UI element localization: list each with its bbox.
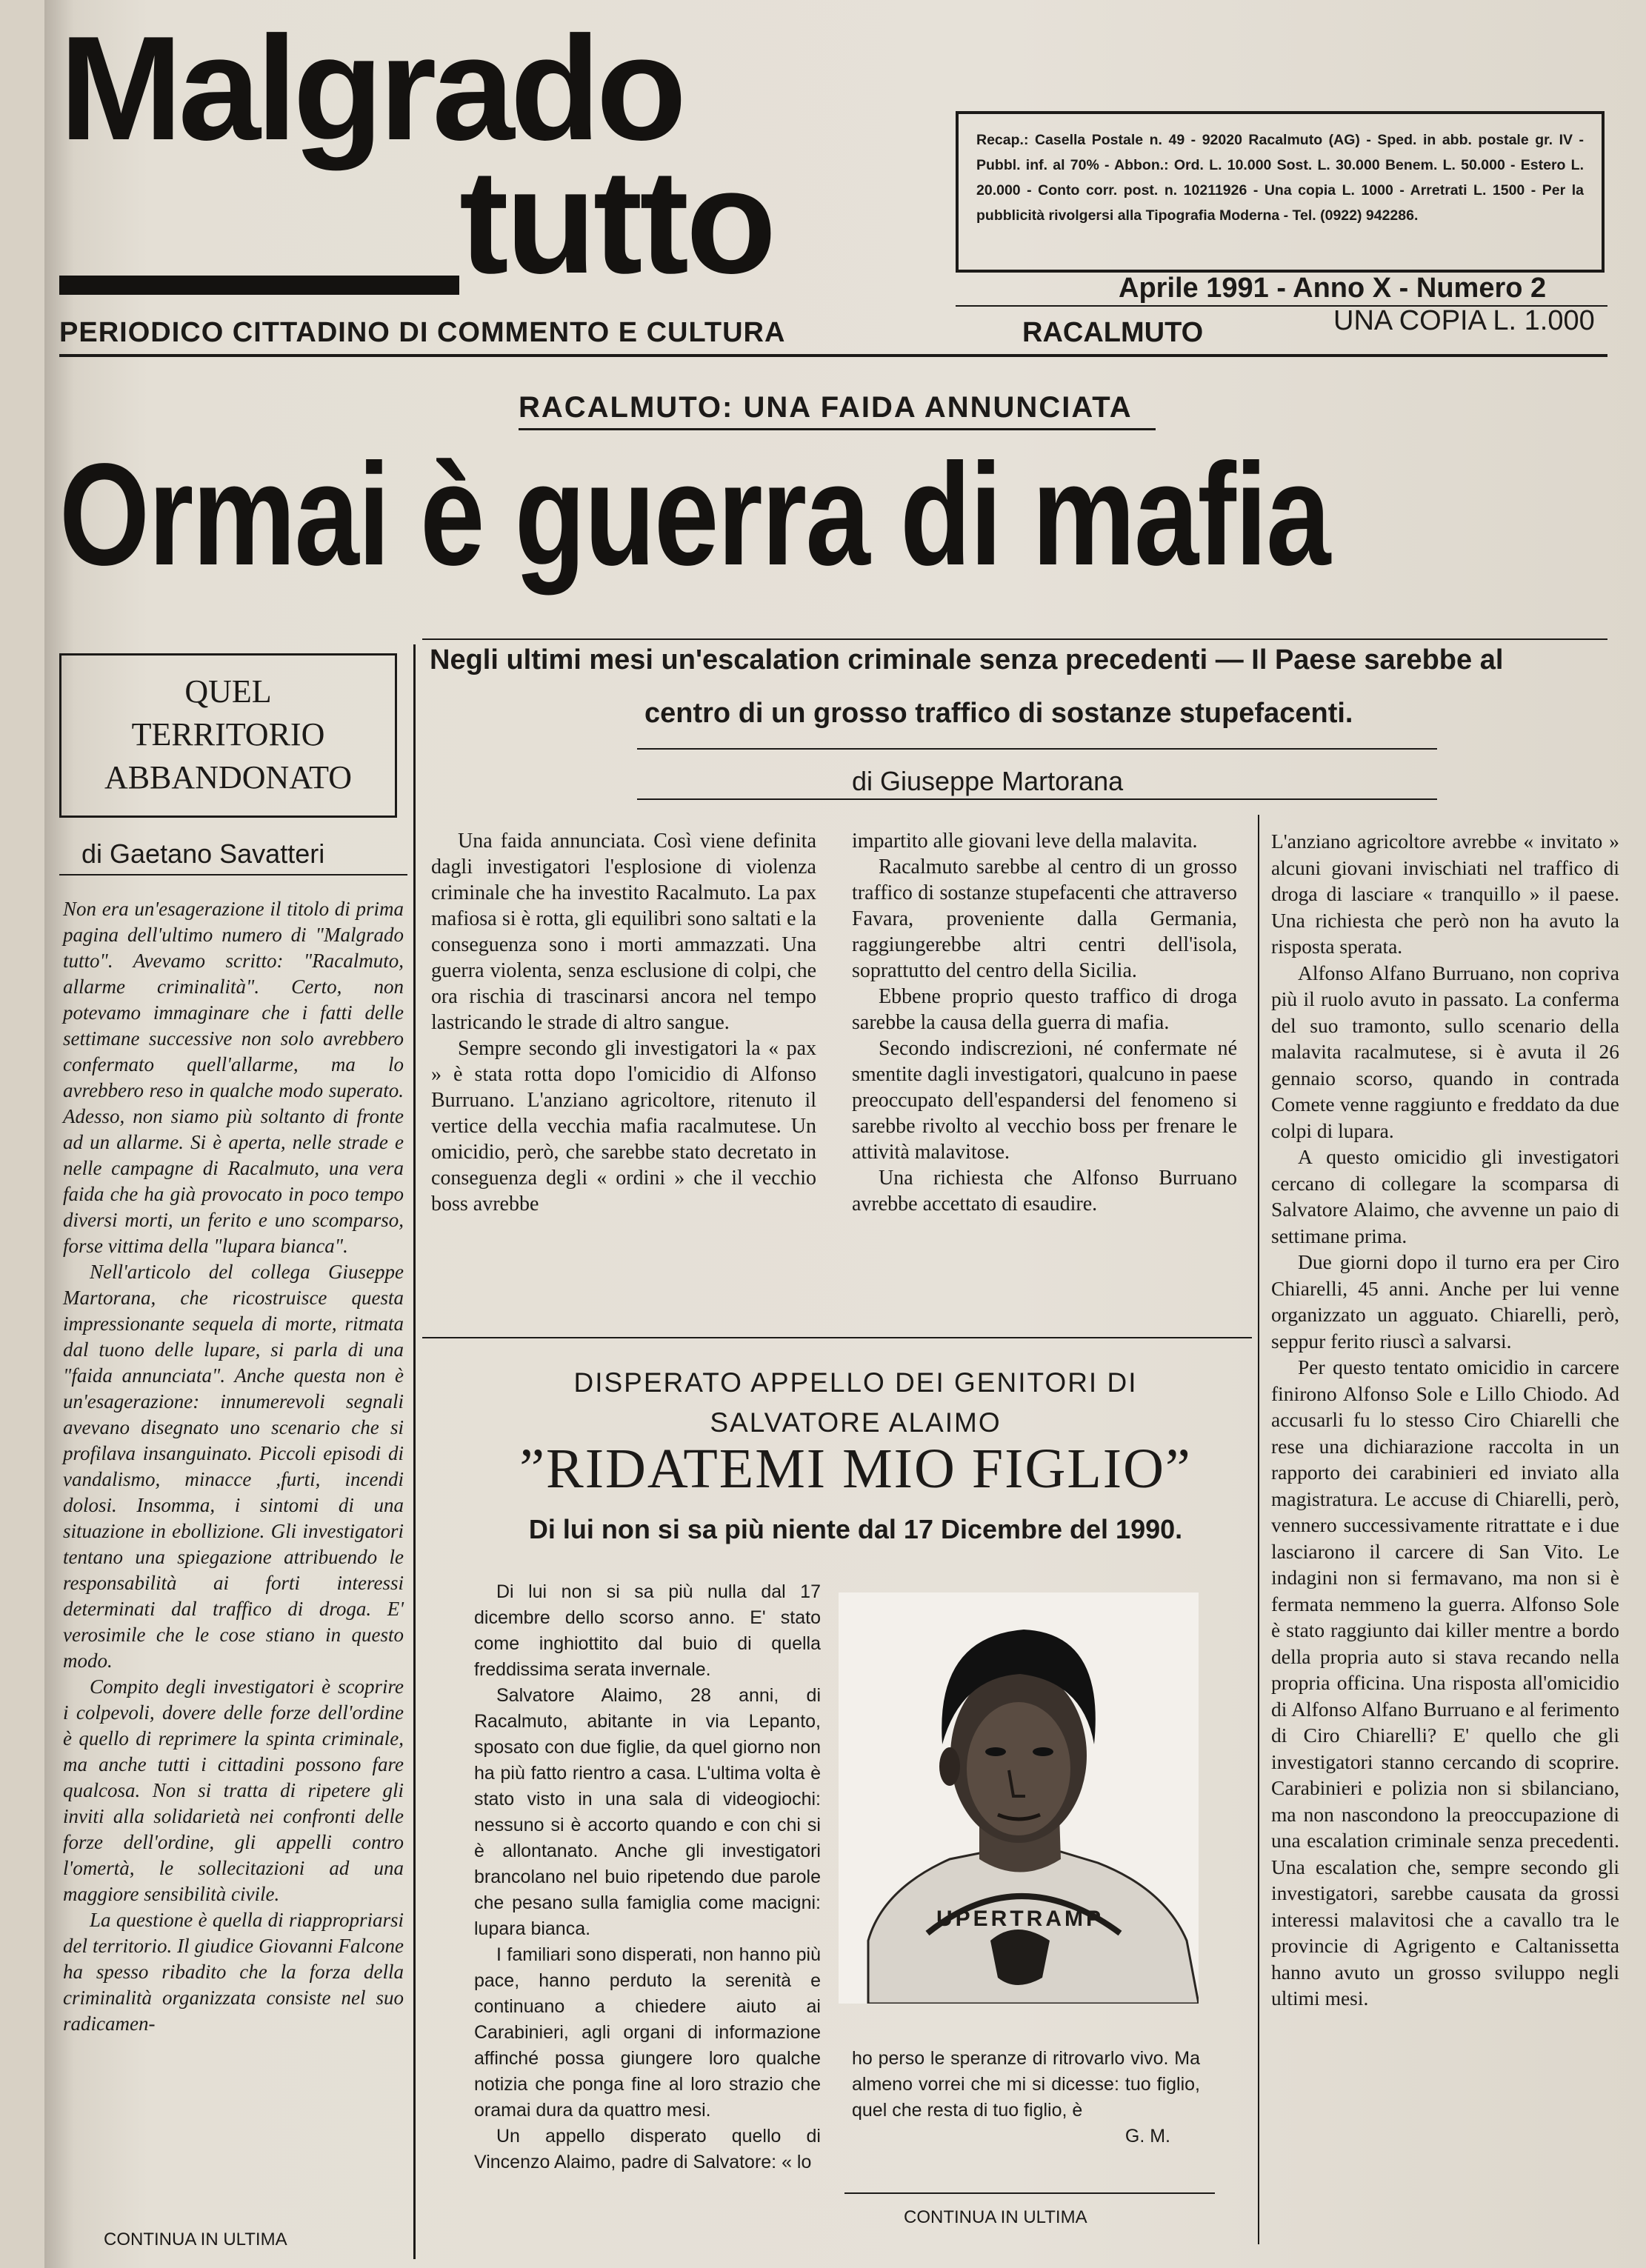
newspaper-page	[44, 0, 1646, 2268]
main-col2-paragraph: Secondo indiscrezioni, né confermate né smentite dagli investigatori, qualcuno in paese preoccupato dell'espandersi del fenomeno si sarebbe rivolto al vecchio boss per frenare le attività malavitose.	[852, 1037, 1237, 1164]
appeal-kicker	[437, 1363, 1274, 1443]
appeal-paragraph: I familiari sono disperati, non hanno più pace, hanno perduto la serenità e continuano a chiedere aiuto ai Carabinieri, agli organi di informazione affinché possa giungere loro qualche notizia che ponga fine al loro strazio che oramai dura da quattro mesi.	[474, 1944, 821, 2121]
side-paragraph: La questione è quella di riappropriarsi del territorio. Il giudice Giovanni Falcone ha spesso ribadito che la forza della criminalità organizzata consiste nel suo radicamen-	[63, 1909, 404, 2035]
appeal-kicker-line2: SALVATORE ALAIMO	[710, 1407, 1002, 1438]
appeal-top-rule	[422, 1337, 1252, 1338]
side-story-body	[63, 896, 404, 2037]
side-paragraph: Compito degli investigatori è scoprire i colpevoli, dovere delle forze dell'ordine è quello di reprimere la spinta criminale, ma anche tutti i cittadini possono fare qualcosa. Non si tratta di ripetere gli inviti alla solidarietà nei confronti delle forze dell'ordine, gli appelli contro l'omertà, le sollecitazioni ad una maggiore sensibilità civile.	[63, 1675, 404, 1905]
subhead-top-rule	[422, 638, 1607, 640]
appeal-paragraph: Di lui non si sa più nulla dal 17 dicembre dello scorso anno. E' stato come inghiottito dal buio di quella freddissima serata invernale.	[474, 1581, 821, 1680]
side-title-line3: ABBANDONATO	[104, 759, 353, 796]
masthead-city: RACALMUTO	[1022, 317, 1204, 348]
main-col1-paragraph: Una faida annunciata. Così viene definita dagli investigatori l'esplosione di violenza criminale che ha investito Racalmuto. La pax mafiosa si è rotta, gli equilibri sono saltati e la conseguenza sono i morti ammazzati. Una guerra violenta, senza esclusione di colpi, che ora rischia di trascinarsi ancora nel tempo lastricando le strade di altro sangue.	[431, 830, 816, 1034]
main-headline: Ormai è guerra di mafia	[59, 433, 1330, 596]
main-byline: di Giuseppe Martorana	[852, 766, 1124, 796]
main-subhead-line1: Negli ultimi mesi un'escalation criminale senza precedenti — Il Paese sarebbe al	[430, 644, 1504, 676]
side-byline-rule	[59, 874, 407, 875]
column-rule-left	[413, 644, 416, 2259]
main-col3	[1271, 828, 1619, 2012]
appeal-col2	[852, 2046, 1200, 2149]
main-kicker: RACALMUTO: UNA FAIDA ANNUNCIATA	[519, 391, 1133, 424]
main-subhead-line2: centro di un grosso traffico di sostanze stupefacenti.	[644, 698, 1353, 729]
main-col2-paragraph: Ebbene proprio questo traffico di droga sarebbe la causa della guerra di mafia.	[852, 985, 1237, 1034]
main-col3-paragraph: L'anziano agricoltore avrebbe « invitato » alcuni giovani invischiati nel traffico di droga di lasciare « tranquillo » il paese. Una richiesta che però non ha avuto la risposta sperata.	[1271, 830, 1619, 958]
appeal-col1	[474, 1579, 821, 2175]
issue-date: Aprile 1991 - Anno X - Numero 2	[1119, 273, 1547, 304]
portrait-image	[839, 1592, 1199, 2004]
side-byline: di Gaetano Savatteri	[81, 838, 325, 869]
appeal-kicker-line1: DISPERATO APPELLO DEI GENITORI DI	[573, 1367, 1138, 1398]
masthead-rule	[59, 354, 1607, 357]
main-col1	[431, 828, 816, 1217]
main-col2	[852, 828, 1237, 1217]
masthead-price: UNA COPIA L. 1.000	[1333, 305, 1595, 336]
main-col2-paragraph: Racalmuto sarebbe al centro di un grosso traffico di sostanze stupefacenti che attraverso Favara, proveniente dalla Germania, raggiungerebbe altri centri dell'isola, soprattutto del centro della Sicilia.	[852, 855, 1237, 982]
photo-salvatore-alaimo	[839, 1592, 1199, 2004]
appeal-bottom-rule	[844, 2192, 1215, 2194]
main-col2-paragraph: impartito alle giovani leve della malavita.	[852, 830, 1198, 853]
appeal-continua: CONTINUA IN ULTIMA	[904, 2207, 1087, 2227]
masthead-tagline: PERIODICO CITTADINO DI COMMENTO E CULTURA	[59, 317, 786, 348]
side-title-line1: QUEL	[184, 673, 272, 710]
appeal-headline: ”RIDATEMI MIO FIGLIO”	[519, 1438, 1192, 1500]
shirt-text: UPERTRAMP	[936, 1907, 1104, 1931]
main-col3-paragraph: Due giorni dopo il turno era per Ciro Chiarelli, 45 anni. Anche per lui venne organizzato un agguato. Chiarelli, però, seppur ferito riuscì a salvarsi.	[1271, 1250, 1619, 1353]
appeal-col2-text: ho perso le speranze di ritrovarlo vivo. Ma almeno vorrei che mi si dicesse: tuo figlio, quel che resta di tuo figlio, è	[852, 2048, 1200, 2121]
side-paragraph: Non era un'esagerazione il titolo di prima pagina dell'ultimo numero di "Malgrado tutto". Avevamo scritto: "Racalmuto, allarme criminalità". Certo, non potevamo immaginare che i fatti delle settimane successive non solo avrebbero confermato quell'allarme, ma lo avrebbero reso in qualche modo superato. Adesso, non siamo più soltanto di fronte ad un allarme. Si è aperta, nelle strade e nelle campagne di Racalmuto, una vera faida che ha già provocato in poco tempo diversi morti, un ferito e uno scomparso, forse vittima della "lupara bianca".	[63, 898, 404, 1257]
main-col3-paragraph: A questo omicidio gli investigatori cercano di collegare la scomparsa di Salvatore Alaimo, che avvenne un paio di settimane prima.	[1271, 1145, 1619, 1247]
appeal-subhead: Di lui non si sa più niente dal 17 Dicembre del 1990.	[528, 1514, 1183, 1544]
side-title-line2: TERRITORIO	[131, 716, 325, 753]
masthead-bar	[59, 276, 459, 295]
main-col3-paragraph: Per questo tentato omicidio in carcere finirono Alfonso Sole e Lillo Chiodo. Ad accusarli fu lo stesso Ciro Chiarelli che rese una dichiarazione raccolta in un rapporto dei carabinieri ed inviato alla magistratura. Le accuse di Chiarelli, però, vennero successivamente ritrattate e i due lasciarono il carcere di San Vito. Le indagini non si fermavano, ma non si è fermata nemmeno la guerra. Alfonso Sole è stato raggiunto dai killer mentre a bordo della propria auto si stava recando nella propria officina. Una risposta all'omicidio di Alfonso Alfano Burruano e al ferimento di Ciro Chiarelli? E' quello che gli investigatori stanno cercando di scoprire. Carabinieri e polizia non si sbilanciano, ma non nascondono la preoccupazione di una escalation criminale senza precedenti. Una escalation che, sempre secondo gli investigatori, sarebbe causata da grossi interessi malavitosi che a cavallo tra le provincie di Agrigento e Caltanissetta hanno avuto un grosso sviluppo negli ultimi mesi.	[1271, 1355, 1619, 2009]
main-col3-paragraph: Alfonso Alfano Burruano, non copriva più il ruolo avuto in passato. La conferma del suo tramonto, sullo scenario della malavita racalmutese, si è avuta il 26 gennaio scorso, quando in contrada Comete venne raggiunto e freddato da due colpi di lupara.	[1271, 961, 1619, 1142]
masthead-title-line2: tutto	[459, 139, 774, 304]
side-paragraph: Nell'articolo del collega Giuseppe Martorana, che ricostruisce questa impressionante sequela di morte, ritmata dal tuono delle lupare, si parla di una "faida annunciata". Anche questa non è un'esagerazione: innumerevoli segnali avevano disegnato uno scenario che si profilava insanguinato. Piccoli episodi di vandalismo, minacce ,furti, incendi dolosi. Insomma, i sintomi di una situazione in ebollizione. Gli investigatori tentano una spiegazione attribuendo le responsabilità ai forti interessi determinati dal traffico di droga. E' verosimile che le cose stiano in questo modo.	[63, 1261, 404, 1672]
appeal-paragraph: Salvatore Alaimo, 28 anni, di Racalmuto, abitante in via Lepanto, sposato con due figlie, da quel giorno non ha più fatto rientro a casa. L'ultima volta è stato visto in una sala di videogiochi: nessuno si è accorto quando e con chi si è allontanato. Anche gli investigatori brancolano nel buio ripetendo due parole che pesano sulla famiglia come macigni: lupara bianca.	[474, 1685, 821, 1939]
appeal-signature: G. M.	[1124, 2126, 1170, 2147]
kicker-rule	[519, 428, 1156, 430]
main-col1-paragraph: Sempre secondo gli investigatori la « pax » è stata rotta dopo l'omicidio di Alfonso Burruano. L'anziano agricoltore, ritenuto il vertice della vecchia mafia racalmutese. Un omicidio, però, che sarebbe stato decretato in conseguenza degli « ordini » che il vecchio boss avrebbe	[431, 1037, 816, 1215]
subhead-rule	[637, 748, 1437, 750]
appeal-paragraph: Un appello disperato quello di Vincenzo Alaimo, padre di Salvatore: « lo	[474, 2126, 821, 2172]
masthead-info-box: Recap.: Casella Postale n. 49 - 92020 Racalmuto (AG) - Sped. in abb. postale gr. IV - Pubbl. inf. al 70% - Abbon.: Ord. L. 10.000 Sost. L. 30.000 Benem. L. 50.000 - Estero L. 20.000 - Conto corr. post. n. 10211926 - Una copia L. 1000 - Arretrati L. 1500 - Per la pubblicità rivolgersi alla Tipografia Moderna - Tel. (0922) 942286.	[956, 111, 1605, 273]
side-story-title-box	[59, 653, 397, 818]
main-col2-paragraph: Una richiesta che Alfonso Burruano avrebbe accettato di esaudire.	[852, 1167, 1237, 1215]
masthead-title-line1: Malgrado	[59, 6, 682, 171]
byline-rule	[637, 798, 1437, 800]
side-continua: CONTINUA IN ULTIMA	[104, 2229, 287, 2249]
